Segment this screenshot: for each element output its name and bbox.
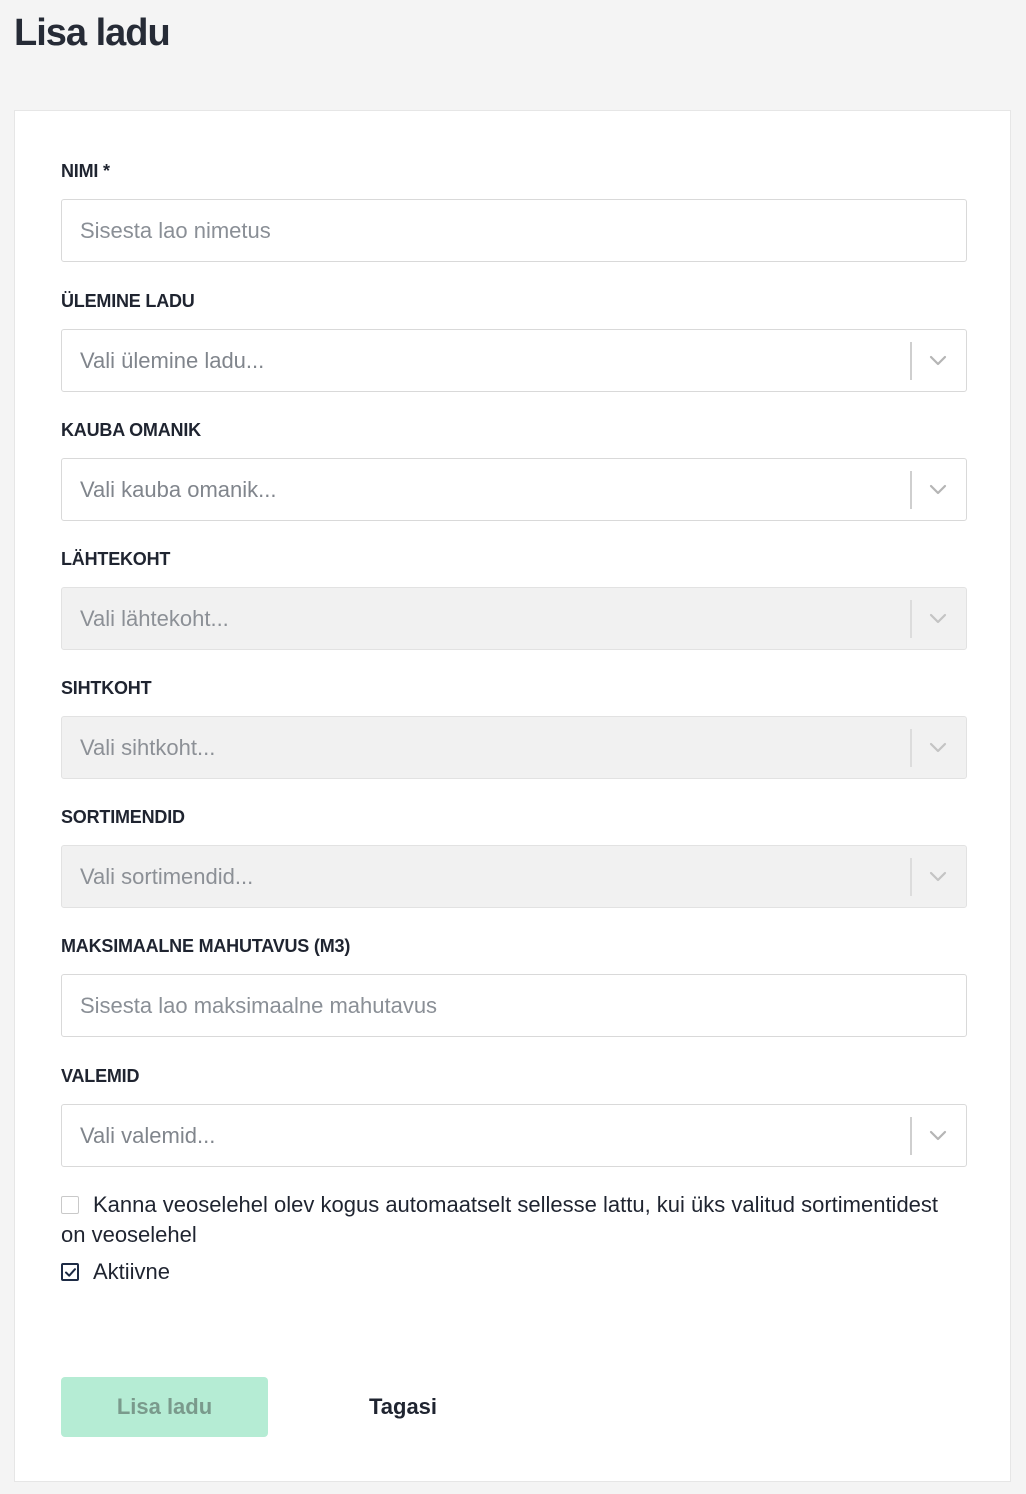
assortments-label: SORTIMENDID <box>61 807 185 827</box>
parent-warehouse-select[interactable] <box>61 329 967 392</box>
select-separator <box>910 729 912 767</box>
formulas-placeholder: Vali valemid... <box>80 1123 216 1148</box>
select-separator <box>910 342 912 380</box>
auto-transfer-label: Kanna veoselehel olev kogus automaatselt sellesse lattu, kui üks valitud sortimentidest on veoselehel <box>61 1192 939 1247</box>
origin-placeholder: Vali lähtekoht... <box>80 606 229 631</box>
active-checkbox[interactable] <box>61 1263 79 1281</box>
warehouse-form-card <box>14 110 1011 1482</box>
chevron-down-icon <box>928 868 948 884</box>
parent-warehouse-placeholder: Vali ülemine ladu... <box>80 348 265 373</box>
name-input[interactable] <box>61 199 967 262</box>
goods-owner-select[interactable] <box>61 458 967 521</box>
chevron-down-icon[interactable] <box>928 352 948 368</box>
auto-transfer-checkbox[interactable] <box>61 1196 79 1214</box>
select-separator <box>910 858 912 896</box>
destination-placeholder: Vali sihtkoht... <box>80 735 216 760</box>
destination-select <box>61 716 967 779</box>
assortments-select <box>61 845 967 908</box>
origin-select <box>61 587 967 650</box>
active-row <box>61 1257 967 1287</box>
select-separator <box>910 1117 912 1155</box>
formulas-label: VALEMID <box>61 1066 140 1086</box>
select-separator <box>910 471 912 509</box>
origin-label: LÄHTEKOHT <box>61 549 171 569</box>
goods-owner-placeholder: Vali kauba omanik... <box>80 477 277 502</box>
parent-warehouse-label: ÜLEMINE LADU <box>61 291 195 311</box>
goods-owner-label: KAUBA OMANIK <box>61 420 201 440</box>
add-warehouse-button[interactable]: Lisa ladu <box>61 1377 268 1437</box>
active-label: Aktiivne <box>93 1259 171 1284</box>
page-title: Lisa ladu <box>14 12 170 54</box>
chevron-down-icon[interactable] <box>928 1127 948 1143</box>
formulas-select[interactable] <box>61 1104 967 1167</box>
destination-label: SIHTKOHT <box>61 678 152 698</box>
name-label: NIMI * <box>61 161 110 181</box>
auto-transfer-row <box>61 1190 967 1250</box>
chevron-down-icon <box>928 739 948 755</box>
checkmark-icon <box>64 1266 77 1279</box>
assortments-placeholder: Vali sortimendid... <box>80 864 254 889</box>
chevron-down-icon[interactable] <box>928 481 948 497</box>
max-capacity-label: MAKSIMAALNE MAHUTAVUS (M3) <box>61 936 351 956</box>
chevron-down-icon <box>928 610 948 626</box>
max-capacity-input[interactable] <box>61 974 967 1037</box>
back-button[interactable]: Tagasi <box>337 1377 469 1437</box>
select-separator <box>910 600 912 638</box>
